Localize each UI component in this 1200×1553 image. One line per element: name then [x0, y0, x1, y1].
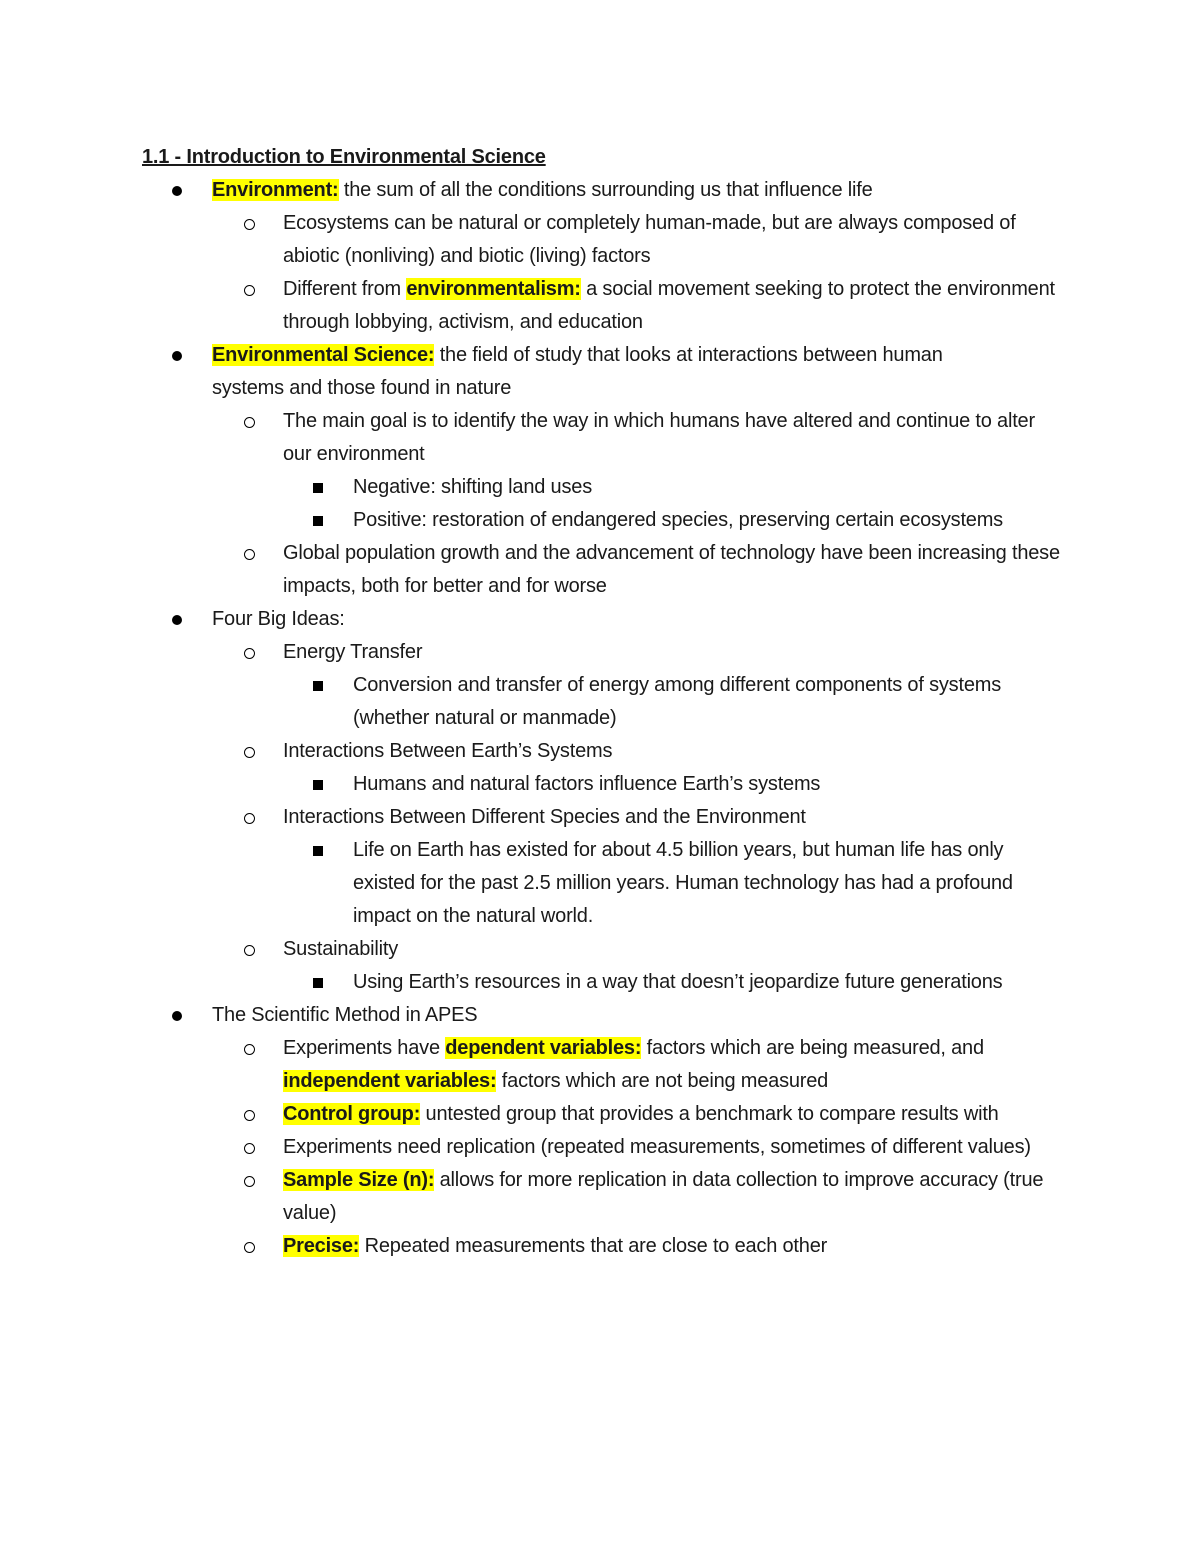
list-item-species-detail — [0, 834, 1053, 933]
bullet-circle-icon — [244, 207, 255, 242]
list-item-species — [0, 801, 1063, 834]
definition-text: Repeated measurements that are close to each other — [359, 1235, 828, 1257]
bullet-dot-icon — [172, 603, 182, 637]
term-highlight: environmentalism: — [406, 278, 581, 300]
bullet-dot-icon — [172, 339, 182, 373]
item-text: Interactions Between Different Species and the Environment — [283, 806, 806, 828]
bullet-circle-icon — [244, 537, 255, 572]
list-item-energy-transfer — [0, 636, 1063, 669]
item-text: Different from — [283, 278, 407, 300]
bullet-circle-icon — [244, 1098, 255, 1133]
definition-text: factors which are being measured, and — [641, 1037, 984, 1059]
item-text: The Scientific Method in APES — [212, 1004, 478, 1026]
definition-text: factors which are not being measured — [496, 1070, 829, 1092]
item-text: Life on Earth has existed for about 4.5 billion years, but human life has only existed for the past 2.5 million years. Human technology has had a profound impact on the natural world. — [353, 839, 1013, 927]
bullet-circle-icon — [244, 1164, 255, 1199]
list-item-sample-size — [0, 1164, 1063, 1230]
item-text: Ecosystems can be natural or completely human-made, but are always composed of abiotic (nonliving) and biotic (living) factors — [283, 212, 1016, 267]
term-highlight: Sample Size (n): — [283, 1169, 435, 1191]
bullet-square-icon — [313, 471, 323, 505]
term-highlight: Environmental Science: — [212, 344, 435, 366]
list-item-environmental-science — [0, 339, 1012, 405]
bullet-square-icon — [313, 504, 323, 538]
term-highlight: independent variables: — [283, 1070, 497, 1092]
bullet-circle-icon — [244, 735, 255, 770]
bullet-dot-icon — [172, 174, 182, 208]
item-text: Conversion and transfer of energy among different components of systems (whether natural or manmade) — [353, 674, 1002, 729]
item-text: The main goal is to identify the way in which humans have altered and continue to alter our environment — [283, 410, 1035, 465]
term-highlight: Control group: — [283, 1103, 421, 1125]
item-text: Negative: shifting land uses — [353, 476, 592, 498]
item-text: Using Earth’s resources in a way that doesn’t jeopardize future generations — [353, 971, 1003, 993]
list-item-sustainability-detail — [0, 966, 1053, 999]
bullet-circle-icon — [244, 636, 255, 671]
bullet-circle-icon — [244, 1230, 255, 1265]
item-text: Global population growth and the advancement of technology have been increasing these impacts, both for better and for worse — [283, 542, 1060, 597]
definition-text: untested group that provides a benchmark to compare results with — [420, 1103, 999, 1125]
list-item-positive — [0, 504, 1053, 537]
bullet-circle-icon — [244, 933, 255, 968]
list-item-environmentalism — [0, 273, 1063, 339]
item-text: Experiments need replication (repeated measurements, sometimes of different values) — [283, 1136, 1031, 1158]
bullet-circle-icon — [244, 1131, 255, 1166]
bullet-square-icon — [313, 966, 323, 1000]
list-item-ecosystems — [0, 207, 1063, 273]
term-highlight: Precise: — [283, 1235, 360, 1257]
definition-text: a social movement seeking to protect the environment through lobbying, activism, and education — [283, 278, 1055, 333]
list-item-scientific-method — [0, 999, 1012, 1032]
list-item-control-group — [0, 1098, 1063, 1131]
item-text: Positive: restoration of endangered species, preserving certain ecosystems — [353, 509, 1003, 531]
section-title: 1.1 - Introduction to Environmental Science — [142, 146, 546, 168]
item-text: Experiments have — [283, 1037, 446, 1059]
bullet-square-icon — [313, 834, 323, 868]
definition-text: allows for more replication in data collection to improve accuracy (true value) — [283, 1169, 1044, 1224]
bullet-circle-icon — [244, 273, 255, 308]
bullet-dot-icon — [172, 999, 182, 1033]
list-item-sustainability — [0, 933, 1063, 966]
bullet-circle-icon — [244, 1032, 255, 1067]
list-item-four-big-ideas — [0, 603, 1012, 636]
list-item-population-growth — [0, 537, 1063, 603]
list-item-earth-systems — [0, 735, 1063, 768]
term-highlight: Environment: — [212, 179, 339, 201]
notes-outline — [0, 174, 1200, 1263]
list-item-negative — [0, 471, 1053, 504]
definition-text: the field of study that looks at interactions between human systems and those found in nature — [212, 344, 943, 399]
term-highlight: dependent variables: — [445, 1037, 642, 1059]
item-text: Sustainability — [283, 938, 399, 960]
list-item-variables — [0, 1032, 1063, 1098]
list-item-precise — [0, 1230, 1063, 1263]
list-item-earth-systems-detail — [0, 768, 1053, 801]
list-item-main-goal — [0, 405, 1063, 471]
list-item-energy-detail — [0, 669, 1053, 735]
bullet-circle-icon — [244, 801, 255, 836]
item-text: Four Big Ideas: — [212, 608, 345, 630]
definition-text: the sum of all the conditions surrounding us that influence life — [338, 179, 873, 201]
list-item-environment — [0, 174, 1012, 207]
list-item-replication — [0, 1131, 1063, 1164]
item-text: Energy Transfer — [283, 641, 423, 663]
item-text: Humans and natural factors influence Earth’s systems — [353, 773, 821, 795]
item-text: Interactions Between Earth’s Systems — [283, 740, 613, 762]
bullet-circle-icon — [244, 405, 255, 440]
bullet-square-icon — [313, 768, 323, 802]
bullet-square-icon — [313, 669, 323, 703]
